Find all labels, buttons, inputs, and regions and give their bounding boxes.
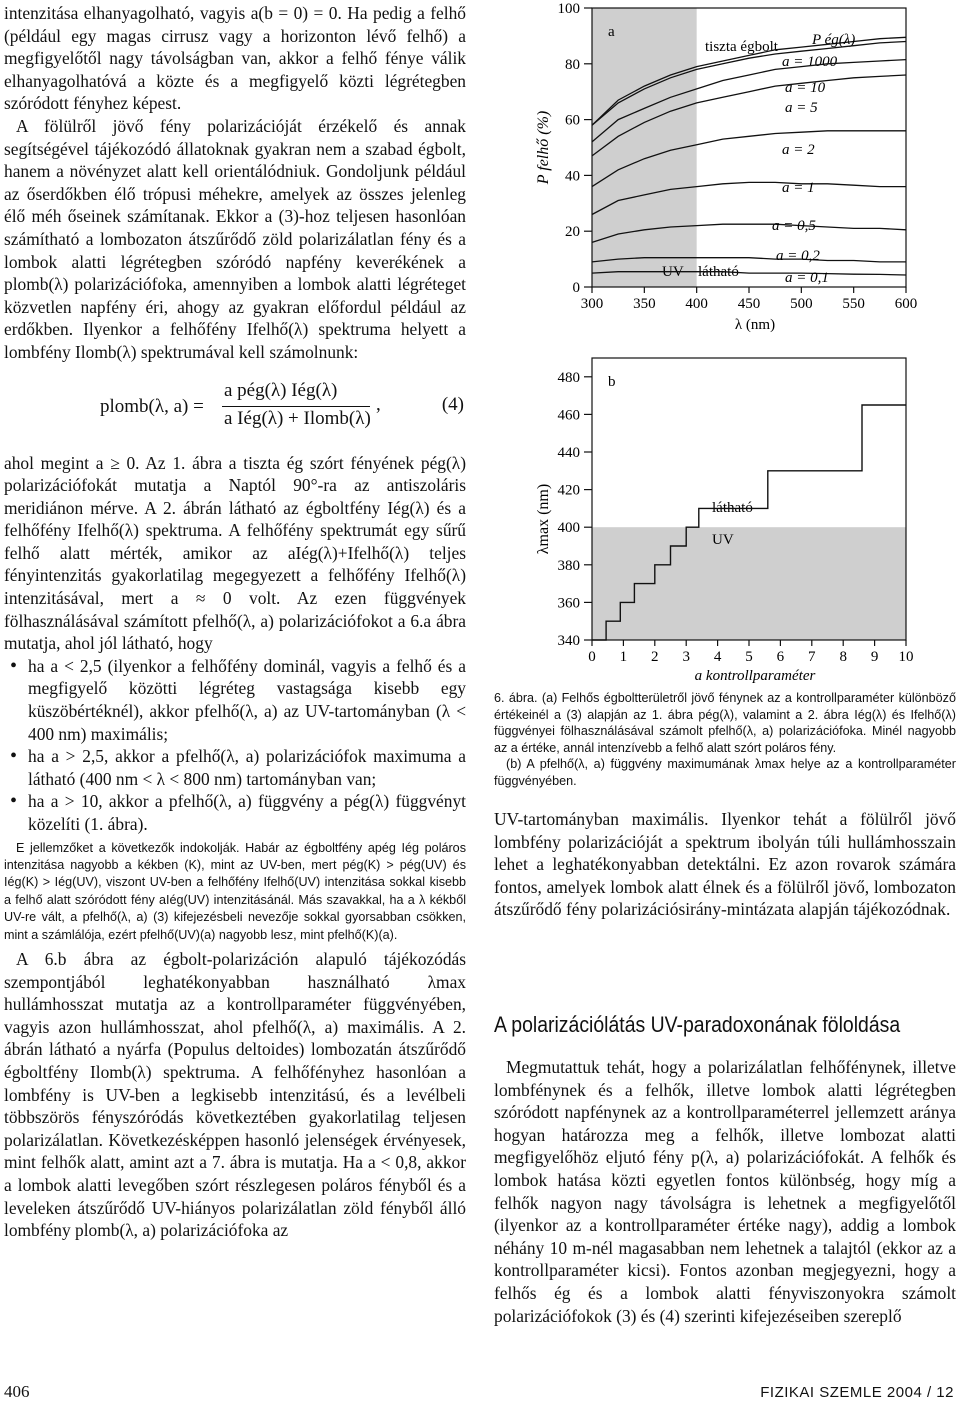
series-label: a = 2 [782,142,815,158]
x-tick-label-b: 0 [588,649,596,665]
series-label: a = 5 [785,100,818,116]
x-tick-label-a: 300 [580,296,604,312]
x-tick-label-a: 400 [685,296,708,312]
series-label: a = 1 [782,180,815,196]
series-label: a = 0,5 [772,218,816,234]
paragraph: intenzitása elhanyagolható, vagyis a(b = 0) = 0. Ha pedig a felhő (például egy magas cirrusz vagy a horizonton lévő felhő) a megfigyelőtől nagy távolságban van, akkor a felhő fénye válik elhanyagolhatóvá a közte és a megfigyelő közti légrétegben szóródott fényhez képest. [4,3,466,114]
x-tick-label-b: 1 [619,649,628,665]
y-tick-label-b: 360 [557,595,580,612]
y-tick-label-b: 460 [557,407,580,424]
bullet-list [4,655,466,836]
series-label: a = 0,1 [785,270,829,286]
annotation-visible: látható [698,264,739,280]
y-axis-label-b: λmax (nm) [535,483,552,555]
paragraph: Megmutattuk tehát, hogy a polarizálatlan felhőfénynek, illetve lombfénynek és a felhők, illetve lombok alatti légrétegben szóródott napfénynek az a kontrollparaméterrel jellemzett aránya hogyan határozza meg a felhők, illetve lombozat alatti megfigyelőhöz eljutó fény p(λ, a) polarizációfokát. A felhők és lombok hatása közti egyetlen fontos különbség, hogy míg a felhők nagyon nagy távolságra is lehetnek a megfigyelőtől (ilyenkor az a kontrollparaméter értéke nagy), addig a lombok néhány 10 m-nél magasabban nem lehetnek a talajtól (ekkor az a kontrollparaméter kicsi). Fontos azonban megjegyezni, hogy a felhős ég és a lombok alatti fényviszonyokra számolt polarizációfokok (3) és (4) szerinti kifejezéseiben szereplő [494,1057,956,1326]
list-item: • ha a > 10, akkor a pfelhő(λ, a) függvény a pég(λ) függvényt közelíti (1. ábra). [4,790,466,835]
paragraph: A 6.b ábra az égbolt-polarizáción alapuló tájékozódás szempontjából leghatékonyabban használható λmax hullámhosszat mutatja az a kontrollparaméter függvényében, vagyis azon hullámhosszat, ahol pfelhő(λ, a) maximális. A 2. ábrán látható a nyárfa (Populus deltoides) lombozatán átszűrődő égboltfény Ilomb(λ) spektruma. A felhőfényhez hasonlóan a lombfény is UV-ben a legkisebb intenzitású, és a levélbeli többszörös fényszóródás következtében gyakorlatilag teljesen polarizálatlan. Következésképpen hasonló jelenségek érvényesek, mint felhők alatt, amint azt a 7. ábra is mutatja. Ha a < 0,8, akkor a lombok alatti levegőben szórt részlegesen poláros fényből és a leveleken átszűrődő UV-hiányos polarizálatlan zöld fényből álló lombfény plomb(λ, a) polarizációfoka az [4,949,466,1241]
x-tick-label-b: 5 [745,649,753,665]
paragraph: A fölülről jövő fény polarizációját érzékelő és annak segítségével tájékozódó állatoknak gyakran nem a szabad égbolt, hanem a növényzet alatt kell orientálódniuk. Gondoljunk például az őserdőkben élő trópusi méhekre, amelyek az összes jelenleg élő méh őseinek számítanak. Ekkor a (3)-hoz teljesen hasonlóan számítható a lombozaton átszűrődő zöld polarizálatlan fény és a lombok alatti légrétegben szóródó napfény keverékének a plomb(λ) polarizációfoka, amennyiben a lombok alatti légréteget közvetlen napfény éri, ahogy az gyakran előfordul például az erdőkben. Ilyenkor a felhőfény Ifelhő(λ) spektruma helyett a lombfény Ilomb(λ) spektrumával kell számolnunk: [4,115,466,362]
y-tick-label-b: 400 [557,520,580,537]
equation-denominator: a Iég(λ) + Ilomb(λ) [224,407,371,429]
y-tick-label-a: 100 [557,1,580,17]
x-tick-label-b: 6 [776,649,785,665]
y-tick-label-b: 420 [557,482,580,499]
equation-comma: , [376,393,381,415]
x-tick-label-a: 500 [790,296,813,312]
series-label: a = 1000 [782,54,838,70]
x-tick-label-b: 2 [651,649,659,665]
x-tick-label-b: 8 [839,649,847,665]
annotation-uv-b: UV [712,532,734,548]
y-tick-label-a: 0 [572,280,580,296]
series-label: P ég(λ) [812,32,856,48]
x-axis-label-a: λ (nm) [734,317,776,333]
x-tick-label-a: 350 [633,296,656,312]
y-tick-label-b: 380 [557,557,580,574]
x-tick-label-b: 9 [870,649,879,665]
x-tick-label-b: 3 [682,649,690,665]
y-tick-label-b: 440 [557,445,580,461]
y-tick-label-b: 480 [557,369,580,386]
paragraph: ahol megint a ≥ 0. Az 1. ábra a tiszta ég szórt fényének pég(λ) polarizációfokát mutatja a Naptól 90°-ra az antiszoláris meridiánon mérve. A 2. ábrán látható az égboltfény Iég(λ) és a felhőfény Ifelhő(λ) spektruma. A felhőfény spektrumát egy sűrű felhő alatt mérték, amikor az aIég(λ)+Ifelhő(λ) teljes fényintenzitás gyakorlatilag megegyezett a felhőfény Ifelhő(λ) intenzitásával, mert a ≈ 0 volt. Az ezen függvények fölhasználásával számított pfelhő(λ, a) polarizációfokot a 6.a ábra mutatja, ahol jól látható, hogy [4,452,466,654]
panel-label-b: b [608,374,616,390]
x-axis-label-b: a kontrollparaméter [694,668,816,684]
y-axis-label-a: P felhő (%) [535,110,552,185]
series-label: a = 10 [785,80,826,96]
annotation-clear-sky: tiszta égbolt [705,39,778,55]
figure-caption [494,690,956,790]
y-tick-label-a: 40 [565,168,580,185]
paragraph: UV-tartományban maximális. Ilyenkor tehát a fölülről jövő lombfény polarizációját a spektrum ibolyán túli hullámhosszain lehet a leghatékonyabban detektálni. Ez azon rovarok számára fontos, amelyek lombok alatt élnek és a fölülről jövő, lombozaton átszűrődő fény polarizációsirány-mintázata alapján tájékozódnak. [494,809,956,920]
series-label: a = 0,2 [776,248,820,264]
left-column [4,2,466,1242]
fraction-bar [222,406,370,407]
right-column-lower [494,1056,956,1327]
journal-name: FIZIKAI SZEMLE 2004 / 12 [760,1384,954,1401]
small-note: E jellemzőket a következők indokolják. Habár az égboltfény apég Iég poláros intenzitása nagyobb a kékben (K), mint az UV-ben, mert pég(K) > pég(UV) és Iég(K) > Iég(UV), viszont UV-ben a felhőfény Ifelhő(UV) intenzitása sokkal kisebb a felhő alatt szóródott fény aIég(UV) intenzitásánál. Más szavakkal, ha a λ kékből UV-re vált, a pfelhő(λ, a) (3) kifejezésbeli nevezője sokkal gyorsabban csökken, mint a számlálója, ezért pfelhő(UV)(a) nagyobb lesz, mint pfelhő(K)(a). [4,840,466,942]
y-tick-label-a: 60 [565,112,580,129]
x-tick-label-a: 550 [842,296,865,312]
page-number: 406 [4,1382,30,1401]
equation-number: (4) [441,393,464,415]
list-item: • ha a < 2,5 (ilyenkor a felhőfény dominál, vagyis a felhő és a megfigyelő közötti légréteg vastagsága kisebb egy küszöbértéknél), akkor pfelhő(λ, a) az UV-tartományban (λ < 400 nm) maximális; [4,655,466,745]
annotation-uv: UV [662,264,684,280]
y-tick-label-a: 20 [565,224,580,241]
x-tick-label-b: 7 [808,649,816,665]
equation-lhs: plomb(λ, a) = [100,395,204,417]
x-tick-label-b: 4 [713,649,722,665]
panel-label-a: a [608,24,615,40]
y-tick-label-b: 340 [557,633,580,649]
y-tick-label-a: 80 [565,56,580,73]
right-column [494,808,956,921]
x-tick-label-a: 600 [894,296,918,312]
equation-numerator: a pég(λ) Iég(λ) [224,379,338,401]
caption-b: (b) A pfelhő(λ, a) függvény maximumának λmax helye az a kontrollparaméter függvényében. [494,757,956,788]
section-heading: A polarizációlátás UV-paradoxonának föloldása [494,1012,901,1037]
x-tick-label-b: 10 [898,649,914,665]
equation-4 [4,376,466,438]
figure-6 [500,0,960,690]
caption-a: 6. ábra. (a) Felhős égboltterületről jövő fénynek az a kontrollparaméter különböző értékeinél a (3) alapján az 1. ábra pég(λ), valamint a 2. ábra Iég(λ) és Ifelhő(λ) függvényei fölhasználásával számolt pfelhő(λ, a) polarizációfoka. Minél nagyobb az a értéke, annál intenzívebb a felhő alatt szórt poláros fény. [494,691,956,755]
list-item: • ha a > 2,5, akkor a pfelhő(λ, a) polarizációfok maximuma a látható (400 nm < λ < 800 nm) tartományban van; [4,745,466,790]
figure-6-svg [500,0,960,690]
x-tick-label-a: 450 [737,296,761,312]
annotation-visible-b: látható [712,500,753,516]
